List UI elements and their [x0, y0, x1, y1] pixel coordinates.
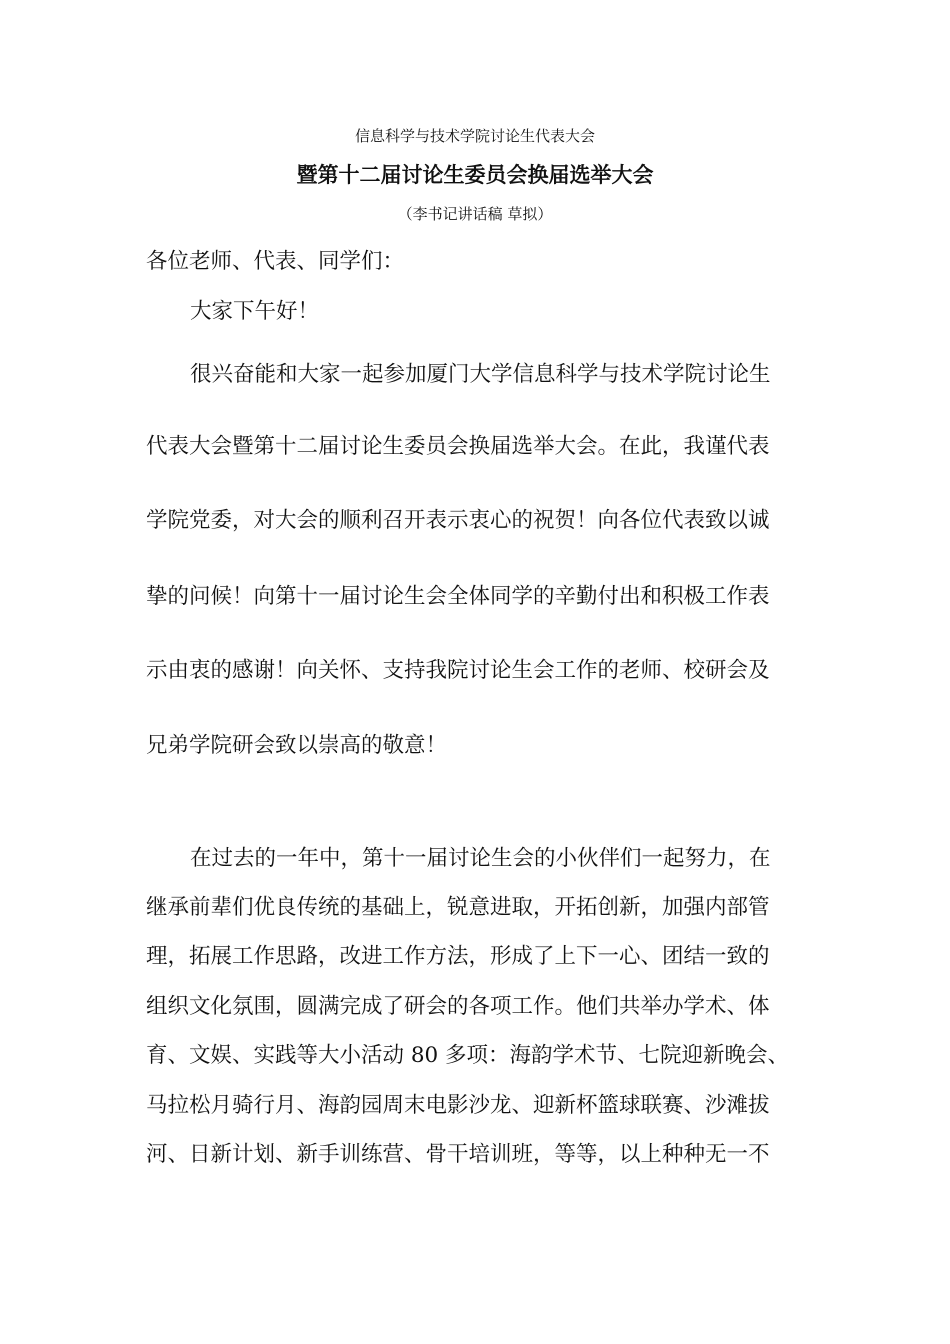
paragraph-line: 挚的问候！向第十一届讨论生会全体同学的辛勤付出和积极工作表 [146, 584, 770, 609]
paragraph-line: 河、日新计划、新手训练营、骨干培训班，等等，以上种种无一不 [146, 1142, 770, 1167]
paragraph-line: 很兴奋能和大家一起参加厦门大学信息科学与技术学院讨论生 [190, 362, 771, 387]
paragraph-line: 理，拓展工作思路，改进工作方法，形成了上下一心、团结一致的 [146, 944, 770, 969]
paragraph-line: 在过去的一年中，第十一届讨论生会的小伙伴们一起努力，在 [190, 846, 771, 871]
paragraph-line: 组织文化氛围，圆满完成了研会的各项工作。他们共举办学术、体 [146, 994, 770, 1019]
greeting: 大家下午好！ [190, 299, 320, 324]
paragraph-line: 学院党委，对大会的顺利召开表示衷心的祝贺！向各位代表致以诚 [146, 508, 770, 533]
paragraph-line: 兄弟学院研会致以崇高的敬意！ [146, 733, 448, 758]
document-subtitle: 信息科学与技术学院讨论生代表大会 [354, 127, 595, 145]
paragraph-line: 马拉松月骑行月、海韵园周末电影沙龙、迎新杯篮球联赛、沙滩拔 [146, 1093, 770, 1118]
paragraph-line: 育、文娱、实践等大小活动 80 多项：海韵学术节、七院迎新晚会、 [146, 1043, 790, 1068]
paragraph-line: 继承前辈们优良传统的基础上，锐意进取，开拓创新，加强内部管 [146, 895, 770, 920]
paragraph-line: 代表大会暨第十二届讨论生委员会换届选举大会。在此，我谨代表 [146, 434, 770, 459]
paragraph-line: 示由衷的感谢！向关怀、支持我院讨论生会工作的老师、校研会及 [146, 658, 770, 683]
draft-note: （李书记讲话稿 草拟） [397, 205, 553, 223]
document-title: 暨第十二届讨论生委员会换届选举大会 [296, 162, 654, 187]
salutation: 各位老师、代表、同学们： [146, 249, 405, 274]
